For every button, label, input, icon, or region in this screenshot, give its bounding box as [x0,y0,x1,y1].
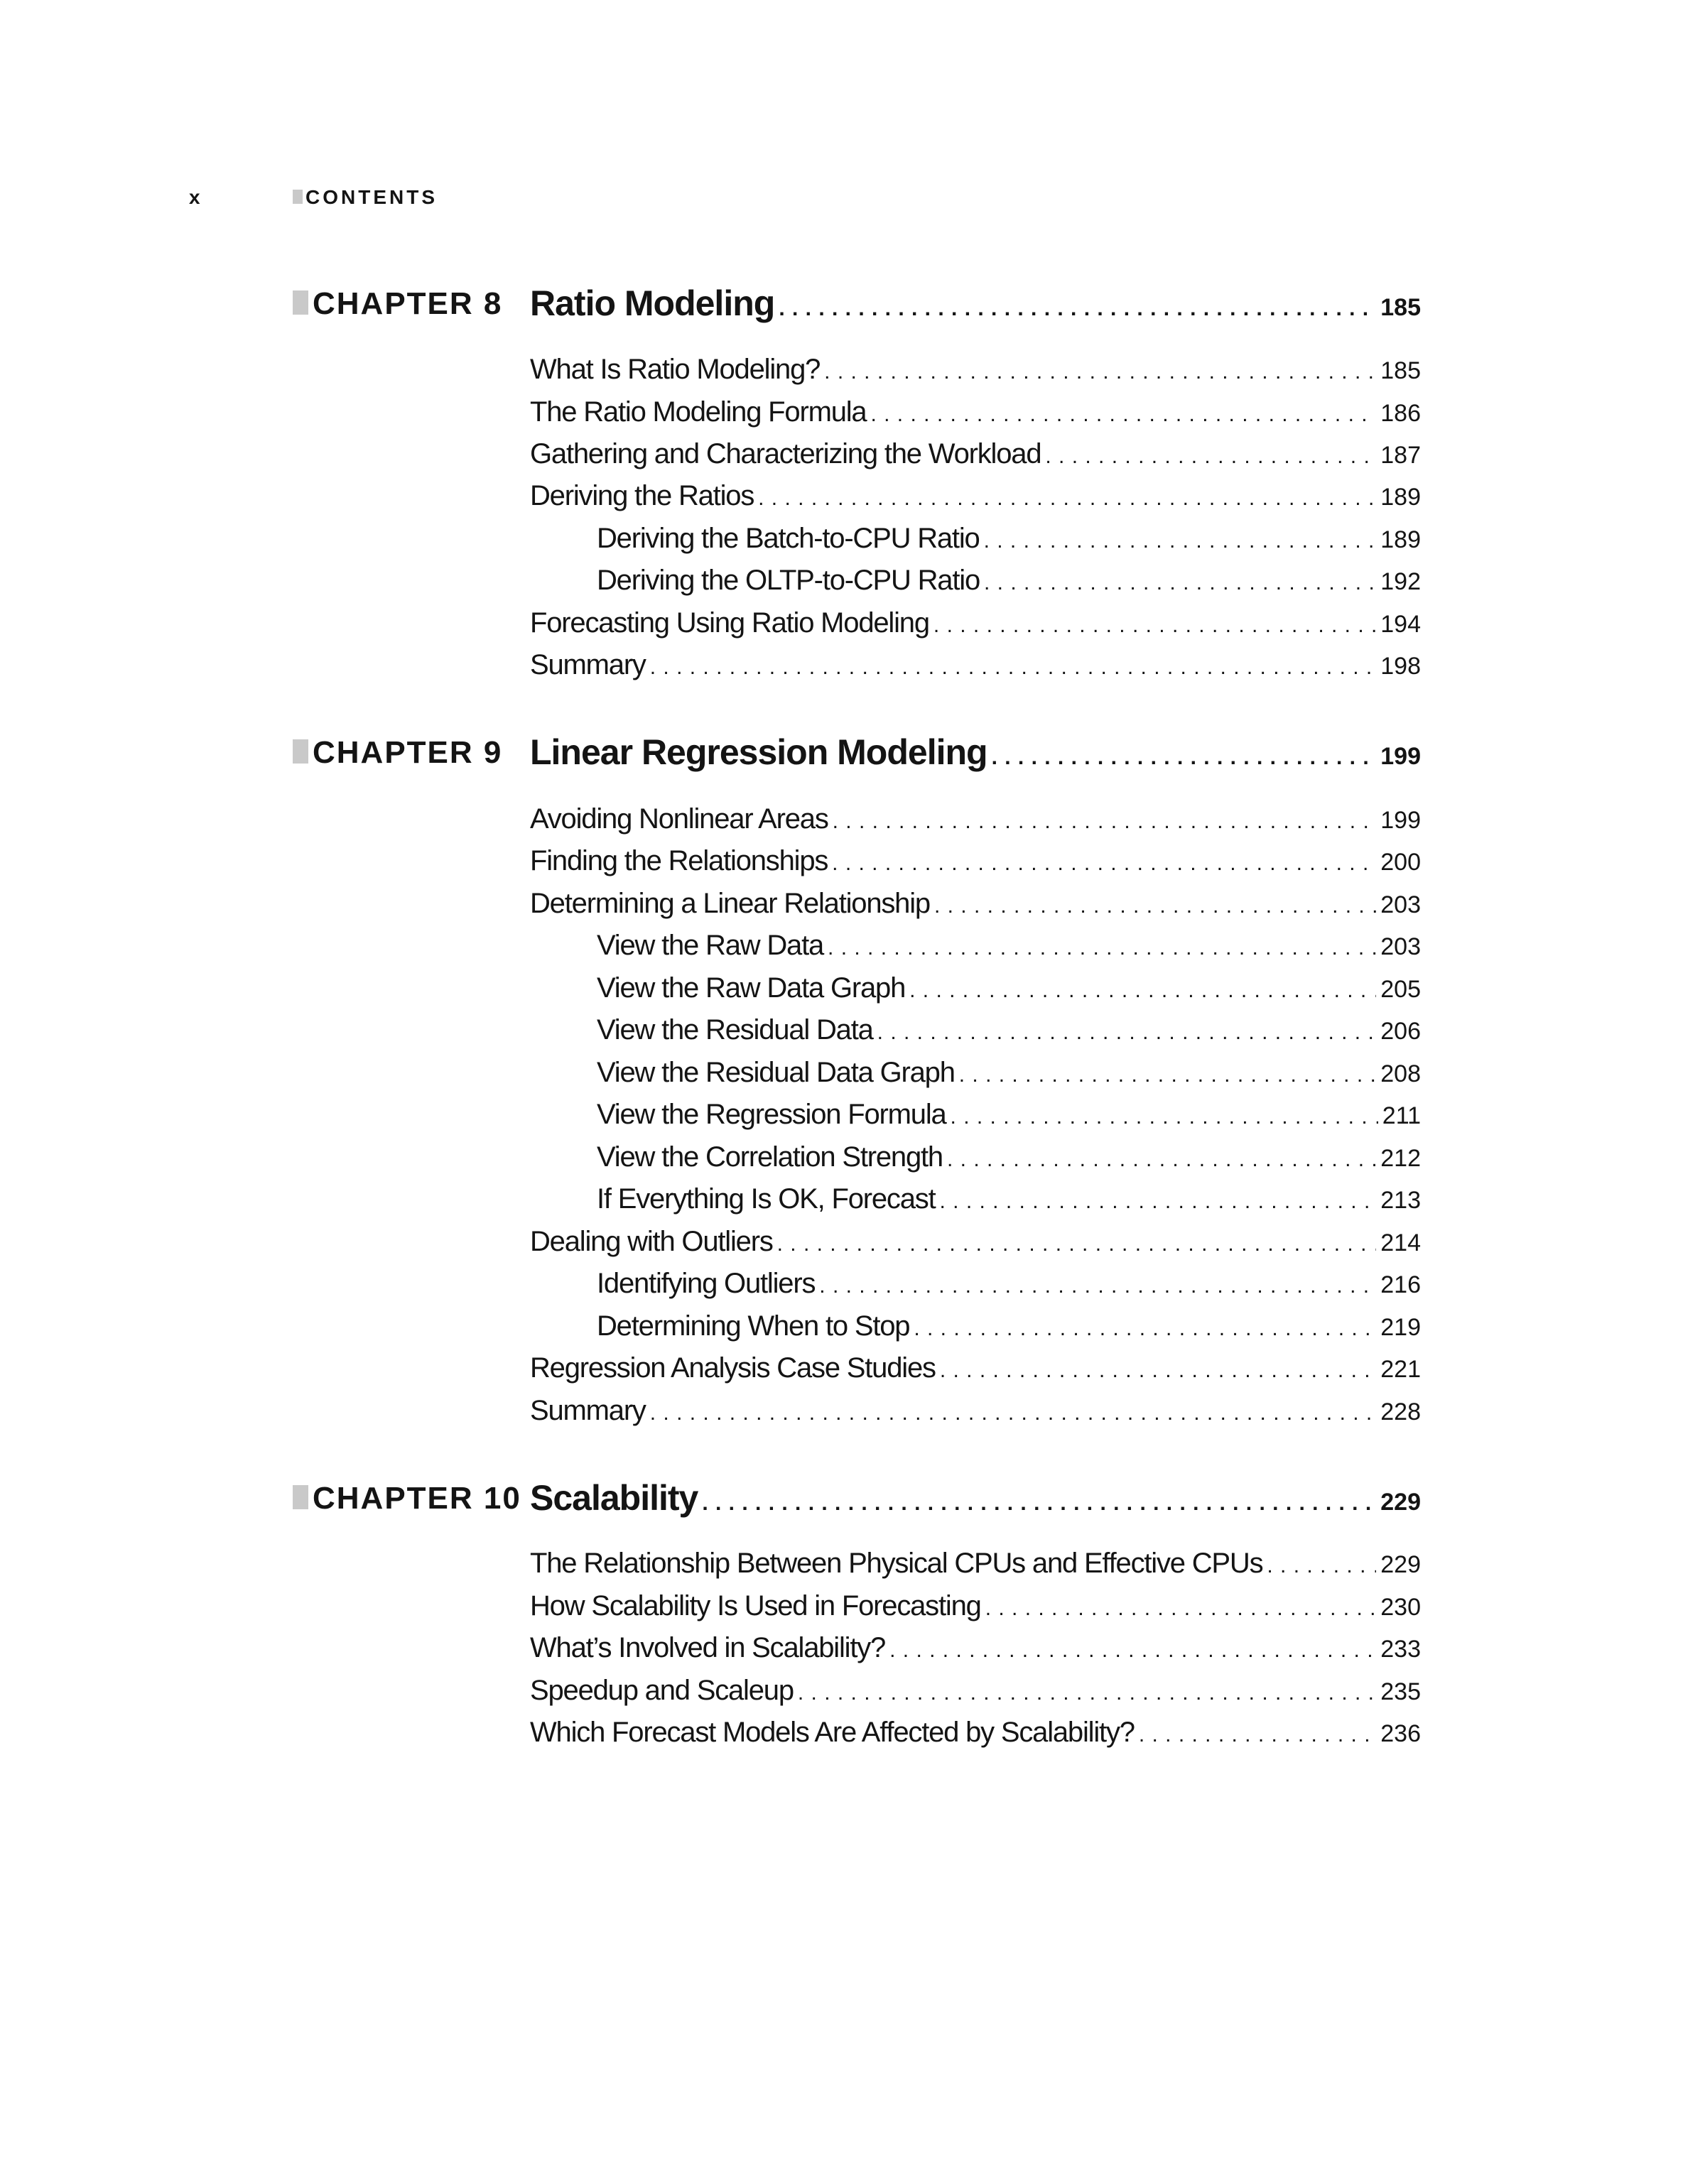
page-ref: 198 [1380,653,1421,680]
dot-leader [940,1180,1377,1223]
toc-subentry[interactable] [597,1093,1421,1136]
toc-entry[interactable] [530,840,1421,882]
dot-leader [984,562,1376,604]
page-ref: 219 [1380,1314,1421,1341]
toc-entry[interactable] [530,643,1421,686]
entry-title: Deriving the Batch-to-CPU Ratio [597,523,980,554]
toc-subentry[interactable] [597,1051,1421,1094]
entry-title: Gathering and Characterizing the Workload [530,438,1041,469]
page-ref: 211 [1382,1102,1421,1129]
toc-entry[interactable] [530,1347,1421,1389]
dot-leader [877,1011,1377,1054]
entry-title: Finding the Relationships [530,845,828,876]
page-ref: 235 [1380,1678,1421,1705]
dot-leader [832,842,1376,885]
entry-title: What Is Ratio Modeling? [530,354,821,385]
entry-title: View the Residual Data [597,1014,873,1045]
toc-entry[interactable] [530,391,1421,433]
entry-title: Deriving the Ratios [530,480,754,511]
toc-entry[interactable] [530,882,1421,925]
dot-leader [870,393,1376,436]
toc-subentry[interactable] [597,924,1421,967]
chapter-title-line[interactable] [530,732,1421,774]
page-ref: 203 [1380,891,1421,918]
dot-leader [758,477,1376,520]
dot-leader [702,1492,1376,1516]
entry-title: What’s Involved in Scalability? [530,1632,886,1663]
page-ref: 221 [1380,1356,1421,1383]
page-ref: 199 [1380,807,1421,834]
toc-subentry[interactable] [597,1136,1421,1178]
toc-entry[interactable] [530,1542,1421,1585]
page-ref: 228 [1380,1398,1421,1425]
chapter-label [293,732,502,774]
bullet-marker-icon [293,190,303,204]
toc-entry[interactable] [530,1626,1421,1669]
dot-leader [824,351,1376,393]
bullet-marker-icon [293,290,308,315]
entry-title: View the Raw Data [597,930,824,961]
dot-leader [1267,1545,1376,1587]
dot-leader [650,1392,1377,1435]
entry-title: Speedup and Scaleup [530,1675,794,1706]
toc-entry[interactable] [530,1220,1421,1263]
dot-leader [934,885,1376,928]
toc-subentry[interactable] [597,1009,1421,1051]
chapter-label-text: CHAPTER 9 [313,735,503,770]
toc-subentry[interactable] [597,517,1421,560]
page-ref: 233 [1380,1636,1421,1663]
entry-title: View the Regression Formula [597,1099,946,1130]
chapter-title-line[interactable] [530,1477,1421,1520]
page-ref: 213 [1380,1187,1421,1214]
entry-title: View the Raw Data Graph [597,972,906,1004]
chapter-title: Ratio Modeling [530,283,775,323]
toc-entry[interactable] [530,602,1421,644]
dot-leader [819,1265,1376,1308]
running-head [293,186,438,209]
dot-leader [992,746,1377,770]
page-ref: 214 [1380,1229,1421,1256]
dot-leader [914,1308,1376,1350]
entry-title: The Relationship Between Physical CPUs and Effective CPUs [530,1548,1263,1579]
toc-entry[interactable] [530,348,1421,391]
toc-entry[interactable] [530,433,1421,475]
running-head-label: CONTENTS [305,186,438,208]
dot-leader [909,969,1376,1012]
toc-entry[interactable] [530,1711,1421,1754]
dot-leader [779,297,1376,321]
chapter-label [293,283,502,325]
chapter-label-text: CHAPTER 10 [313,1481,521,1516]
page-ref: 208 [1380,1060,1421,1087]
page-ref: 229 [1380,1551,1421,1578]
toc-subentry[interactable] [597,559,1421,602]
bullet-marker-icon [293,1485,308,1509]
entry-title: Forecasting Using Ratio Modeling [530,607,929,639]
entry-title: Deriving the OLTP-to-CPU Ratio [597,565,980,596]
entry-title: Dealing with Outliers [530,1226,773,1257]
dot-leader [940,1349,1376,1392]
chapter-title-line[interactable] [530,283,1421,325]
dot-leader [984,520,1377,563]
entry-title: Summary [530,1395,646,1426]
entry-title: Regression Analysis Case Studies [530,1352,936,1384]
dot-leader [889,1629,1376,1672]
dot-leader [650,646,1377,689]
entry-title: How Scalability Is Used in Forecasting [530,1590,981,1621]
page-number: x [189,186,200,208]
page-ref: 189 [1380,484,1421,511]
page-ref: 206 [1380,1018,1421,1045]
page-ref: 229 [1380,1489,1421,1516]
page-ref: 192 [1380,568,1421,595]
dot-leader [959,1054,1377,1097]
dot-leader [777,1223,1377,1266]
entry-title: Determining When to Stop [597,1310,910,1342]
page-ref: 230 [1380,1594,1421,1621]
bullet-marker-icon [293,739,308,764]
entry-title: Identifying Outliers [597,1268,816,1299]
toc-subentry[interactable] [597,1178,1421,1220]
page-ref: 194 [1380,611,1421,638]
dot-leader [985,1587,1377,1630]
toc-entry[interactable] [530,798,1421,840]
page-ref: 200 [1380,849,1421,876]
chapter-title: Linear Regression Modeling [530,732,987,772]
page-ref: 205 [1380,976,1421,1003]
entry-title: Avoiding Nonlinear Areas [530,803,828,835]
entry-title: If Everything Is OK, Forecast [597,1183,936,1215]
page-ref: 187 [1380,442,1421,469]
toc-entry[interactable] [530,1669,1421,1712]
dot-leader [828,927,1376,969]
dot-leader [1139,1714,1376,1756]
page-ref: 186 [1380,400,1421,427]
page-ref: 199 [1380,743,1421,770]
page-ref: 212 [1380,1145,1421,1172]
toc-entry[interactable] [530,1585,1421,1627]
page-ref: 236 [1380,1720,1421,1747]
toc-subentry[interactable] [597,1305,1421,1347]
entry-title: Determining a Linear Relationship [530,888,930,919]
entry-title: Summary [530,649,646,680]
page-ref: 185 [1380,357,1421,384]
chapter-label-text: CHAPTER 8 [313,286,503,321]
chapter-label [293,1477,521,1520]
entry-title: The Ratio Modeling Formula [530,396,867,428]
entry-title: View the Residual Data Graph [597,1057,955,1088]
page-ref: 216 [1380,1271,1421,1298]
page-ref: 185 [1380,294,1421,321]
entry-title: View the Correlation Strength [597,1141,943,1173]
toc-entry[interactable] [530,474,1421,517]
dot-leader [1045,435,1376,478]
toc-subentry[interactable] [597,967,1421,1009]
dot-leader [947,1139,1376,1181]
dot-leader [933,604,1376,647]
toc-entry[interactable] [530,1389,1421,1432]
toc-subentry[interactable] [597,1262,1421,1305]
dot-leader [798,1672,1376,1715]
dot-leader [833,800,1377,843]
chapter-title: Scalability [530,1478,698,1518]
entry-title: Which Forecast Models Are Affected by Scalability? [530,1717,1135,1748]
page-ref: 189 [1380,526,1421,553]
dot-leader [951,1096,1378,1139]
page-ref: 203 [1380,933,1421,960]
